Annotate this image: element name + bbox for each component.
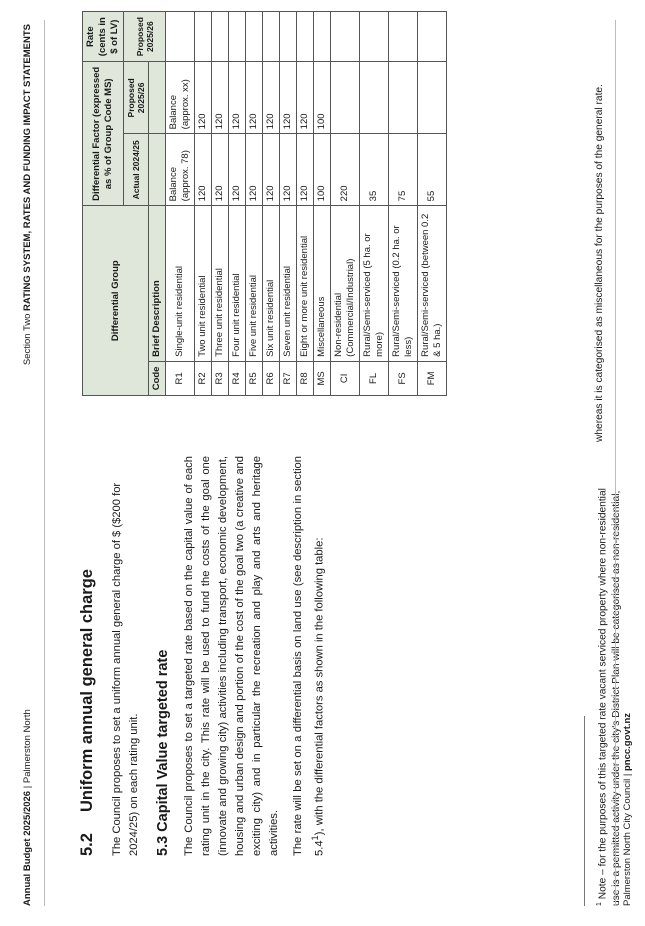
col-rate-proposed: Proposed 2025/26 — [124, 12, 166, 62]
running-header-left: Annual Budget 2025/2026 | Palmerston North — [22, 709, 33, 906]
row-description: Six unit residential — [263, 206, 280, 361]
table-row — [418, 12, 447, 396]
row-rate — [331, 12, 360, 62]
footnote-mark: 1 — [596, 902, 603, 906]
row-actual: 120 — [246, 134, 263, 206]
col-proposed: Proposed 2025/26 — [124, 62, 149, 134]
row-code: R5 — [246, 361, 263, 395]
row-actual: 220 — [331, 134, 360, 206]
row-proposed: Balance (approx. xx) — [166, 62, 195, 134]
table-row — [297, 12, 314, 396]
row-description: Rural/Semi-serviced (between 0.2 & 5 ha.) — [418, 206, 447, 361]
row-proposed: 120 — [297, 62, 314, 134]
table-body — [166, 12, 447, 396]
heading-5-2 — [78, 456, 97, 856]
row-actual: 35 — [360, 134, 389, 206]
row-proposed — [418, 62, 447, 134]
row-description: Eight or more unit residential — [297, 206, 314, 361]
row-actual: 120 — [212, 134, 229, 206]
row-code: FL — [360, 361, 389, 395]
table-row — [229, 12, 246, 396]
row-code: CI — [331, 361, 360, 395]
row-code: FS — [389, 361, 418, 395]
row-code: R7 — [280, 361, 297, 395]
row-code: R4 — [229, 361, 246, 395]
row-description: Four unit residential — [229, 206, 246, 361]
page-footer: Palmerston North City Council | pncc.govt.nz — [622, 712, 633, 906]
footnote-text: Note – for the purposes of this targeted rate vacant serviced property where non-residential use is a permitted activity under the city's District Plan will be categorised as non-residential, whereas it is categorised as miscellaneous for the purposes of the general rate. — [594, 84, 623, 906]
row-rate — [360, 12, 389, 62]
row-rate — [166, 12, 195, 62]
table-subheader-row-2 — [149, 12, 166, 396]
row-code: FM — [418, 361, 447, 395]
row-rate — [418, 12, 447, 62]
row-description: Non-residential (Commercial/Industrial) — [331, 206, 360, 361]
row-rate — [280, 12, 297, 62]
table-row — [166, 12, 195, 396]
col-brief-description: Brief Description — [149, 206, 166, 361]
col-actual: Actual 2024/25 — [124, 134, 149, 206]
footnote-ref[interactable]: 1 — [310, 835, 320, 841]
footer-site-link[interactable]: pncc.govt.nz — [622, 712, 633, 771]
row-proposed: 120 — [195, 62, 212, 134]
row-code: R2 — [195, 361, 212, 395]
section-title: RATING SYSTEM, RATES AND FUNDING IMPACT STATEMENTS — [22, 24, 33, 311]
row-rate — [229, 12, 246, 62]
row-proposed: 120 — [263, 62, 280, 134]
section-prefix: Section Two — [22, 313, 33, 366]
row-actual: 120 — [195, 134, 212, 206]
table-row — [360, 12, 389, 396]
row-description: Rural/Semi-serviced (5 ha. or more) — [360, 206, 389, 361]
row-proposed — [331, 62, 360, 134]
row-description: Seven unit residential — [280, 206, 297, 361]
row-rate — [212, 12, 229, 62]
differential-factor-table — [82, 11, 447, 396]
row-code: R3 — [212, 361, 229, 395]
table-row — [389, 12, 418, 396]
row-rate — [246, 12, 263, 62]
row-code: R6 — [263, 361, 280, 395]
footnote-divider — [584, 716, 585, 906]
table-row — [246, 12, 263, 396]
header-divider — [44, 20, 45, 906]
table-row — [280, 12, 297, 396]
cv-rate-paragraph-2: The rate will be set on a differential basis on land use (see description in section $5.4^1$), with the differential factors as shown in the following table: — [292, 456, 326, 856]
footer-org: Palmerston North City Council — [622, 778, 633, 906]
row-actual: 100 — [314, 134, 331, 206]
row-actual: Balance (approx. 78) — [166, 134, 195, 206]
table-row — [331, 12, 360, 396]
row-description: Rural/Semi-serviced (0.2 ha. or less) — [389, 206, 418, 361]
row-description: Five unit residential — [246, 206, 263, 361]
row-proposed: 100 — [314, 62, 331, 134]
row-actual: 120 — [263, 134, 280, 206]
row-proposed: 120 — [229, 62, 246, 134]
table-row — [195, 12, 212, 396]
table-row — [212, 12, 229, 396]
row-actual: 120 — [280, 134, 297, 206]
row-proposed: 120 — [280, 62, 297, 134]
heading-5-3: 5.3 Capital Value targeted rate — [155, 649, 171, 856]
col-differential-factor: Differential Factor (expressed as % of Group Code MS) — [83, 62, 124, 206]
footnote — [593, 18, 624, 906]
row-rate — [389, 12, 418, 62]
cv-rate-paragraph-1: The Council proposes to set a targeted rate based on the capital value of each rating unit in the city. This rate will be used to fund the costs of the goal one (innovate and growing city) activities including transport, economic development, housing and urban design and portion of the cost of the goal two (a creative and exciting city) and in particular the recreation and play and arts and heritage activities. — [183, 456, 280, 856]
row-description: Three unit residential — [212, 206, 229, 361]
heading-5-2-title: Uniform annual general charge — [78, 569, 96, 812]
table-row — [314, 12, 331, 396]
col-rate: Rate (cents in $ of LV) — [83, 12, 124, 62]
row-proposed — [389, 62, 418, 134]
row-proposed: 120 — [212, 62, 229, 134]
uagc-paragraph: The Council proposes to set a uniform annual general charge of $ ($200 for 2024/25) on each rating unit. — [111, 482, 140, 856]
heading-5-2-number: 5.2 — [78, 833, 96, 856]
row-proposed: 120 — [246, 62, 263, 134]
row-rate — [314, 12, 331, 62]
row-description: Single-unit residential — [166, 206, 195, 361]
row-rate — [195, 12, 212, 62]
doc-title: Annual Budget 2025/2026 — [22, 790, 33, 906]
doc-place: Palmerston North — [22, 709, 33, 784]
footer-divider — [615, 20, 616, 906]
row-rate — [263, 12, 280, 62]
row-proposed — [360, 62, 389, 134]
running-header-right — [22, 24, 33, 365]
col-code: Code — [149, 361, 166, 395]
row-rate — [297, 12, 314, 62]
row-description: Miscellaneous — [314, 206, 331, 361]
row-actual: 55 — [418, 134, 447, 206]
row-code: MS — [314, 361, 331, 395]
row-description: Two unit residential — [195, 206, 212, 361]
text-column — [78, 456, 336, 856]
row-code: R8 — [297, 361, 314, 395]
table-row — [263, 12, 280, 396]
table-header-row — [83, 12, 124, 396]
row-actual: 75 — [389, 134, 418, 206]
row-actual: 120 — [229, 134, 246, 206]
col-differential-group: Differential Group — [83, 206, 149, 396]
row-code: R1 — [166, 361, 195, 395]
row-actual: 120 — [297, 134, 314, 206]
